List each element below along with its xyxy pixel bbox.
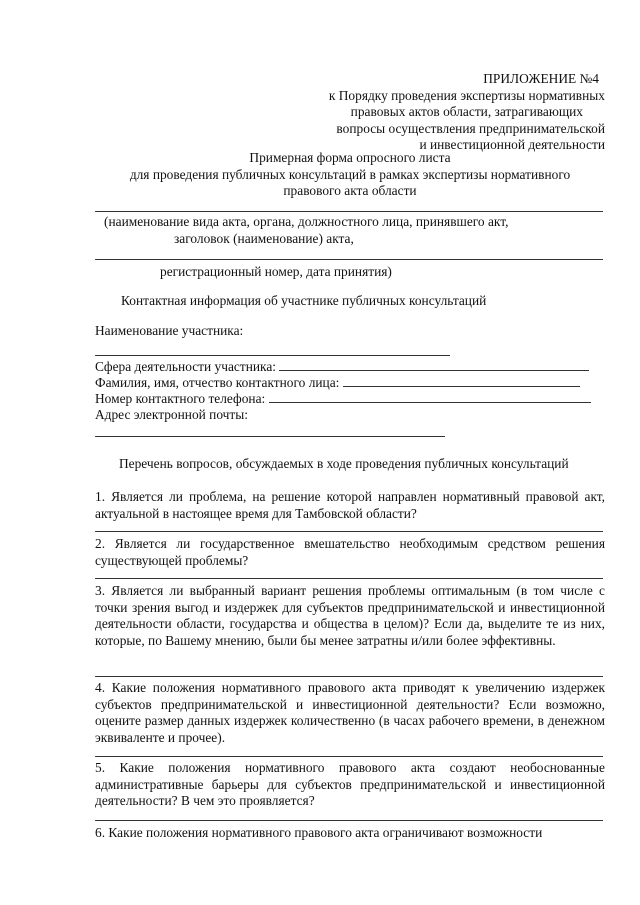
answer-5-line[interactable] <box>95 820 603 821</box>
form-title-line: Примерная форма опросного листа <box>249 150 451 165</box>
answer-1-line[interactable] <box>95 531 603 532</box>
question-1: 1. Является ли проблема, на решение которой направлен нормативный правовой акт, актуальной в настоящее время для Тамбовской области? <box>95 489 605 521</box>
form-title-line: для проведения публичных консультаций в рамках экспертизы нормативного <box>129 166 571 182</box>
appendix-line: и инвестиционной деятельности <box>419 137 605 152</box>
appendix-line: правовых актов области, затрагивающих <box>350 104 583 119</box>
form-title <box>95 150 605 200</box>
activity-sphere-row <box>95 359 589 376</box>
participant-name-field[interactable] <box>95 355 450 356</box>
phone-field[interactable] <box>269 391 591 403</box>
appendix-title: ПРИЛОЖЕНИЕ №4 <box>483 71 599 86</box>
contact-person-row <box>95 375 580 392</box>
act-registration-line[interactable] <box>95 259 603 260</box>
question-5: 5. Какие положения нормативного правового акта создают необоснованные административные барьеры для субъектов предпринимательской и инвестиционной деятельности? В чем это проявляется? <box>95 760 605 808</box>
questions-heading: Перечень вопросов, обсуждаемых в ходе проведения публичных консультаций <box>119 456 569 471</box>
question-3: 3. Является ли выбранный вариант решения проблемы оптимальным (в том числе с точки зрения выгод и издержек для субъектов предпринимательской и инвестиционной деятельности области, государства и общества в целом)? Если да, выделите те из них, которые, по Вашему мнению, были бы менее затратны и/или более эффективны. <box>95 583 605 648</box>
activity-sphere-label: Сфера деятельности участника: <box>95 359 277 374</box>
question-4: 4. Какие положения нормативного правового акта приводят к увеличению издержек субъектов предпринимательской и инвестиционной деятельности? Если возможно, оцените размер данных издержек количественно (в часах рабочего времени, в денежном эквиваленте и прочее). <box>95 680 605 745</box>
email-field[interactable] <box>95 436 445 437</box>
question-2: 2. Является ли государственное вмешательство необходимым средством решения существующей проблемы? <box>95 536 605 568</box>
answer-3-line[interactable] <box>95 676 603 677</box>
answer-2-line[interactable] <box>95 578 603 579</box>
email-label: Адрес электронной почты: <box>95 407 248 422</box>
appendix-header <box>329 71 605 154</box>
contact-person-label: Фамилия, имя, отчество контактного лица: <box>95 375 340 390</box>
act-name-line[interactable] <box>95 211 603 212</box>
appendix-line: к Порядку проведения экспертизы нормативных <box>328 87 605 103</box>
appendix-line: вопросы осуществления предпринимательской <box>336 120 605 136</box>
contact-person-field[interactable] <box>343 375 580 387</box>
act-hint-3: регистрационный номер, дата принятия) <box>160 264 392 279</box>
answer-4-line[interactable] <box>95 756 603 757</box>
contact-heading: Контактная информация об участнике публичных консультаций <box>121 293 487 308</box>
question-6: 6. Какие положения нормативного правового акта ограничивают возможности <box>95 825 543 840</box>
participant-name-label: Наименование участника: <box>95 323 244 338</box>
form-title-line: правового акта области <box>283 183 417 198</box>
act-hint-1: (наименование вида акта, органа, должностного лица, принявшего акт, <box>104 214 509 229</box>
activity-sphere-field[interactable] <box>279 359 589 371</box>
phone-row <box>95 391 591 408</box>
act-hint-2: заголовок (наименование) акта, <box>174 231 354 246</box>
phone-label: Номер контактного телефона: <box>95 391 266 406</box>
